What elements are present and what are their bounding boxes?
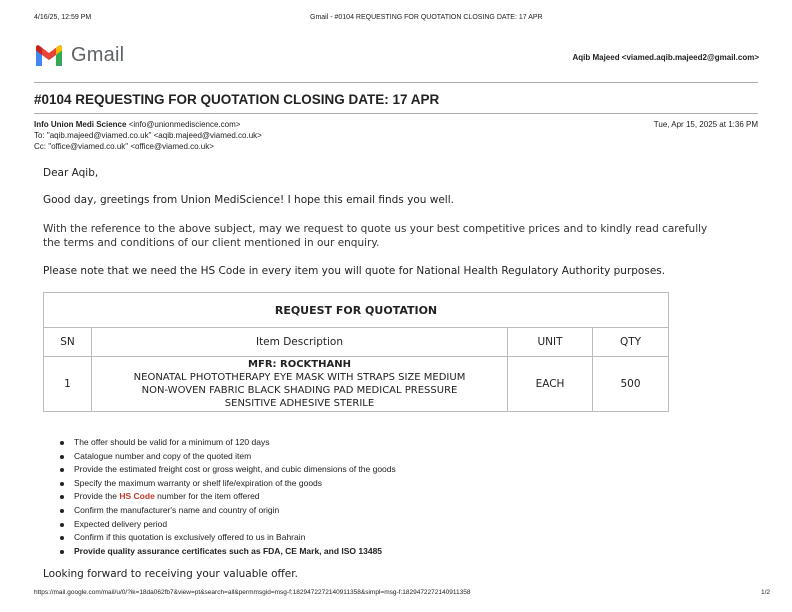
header-description: Item Description xyxy=(92,328,508,357)
cell-qty: 500 xyxy=(593,357,669,412)
print-url: https://mail.google.com/mail/u/0/?ik=18da062fb7&view=pt&search=all&permmsgid=msg-f:1829472272140911358&simpl=msg-f:1829472272140911358 xyxy=(34,589,471,596)
header-sn: SN xyxy=(44,328,92,357)
gmail-logo xyxy=(34,44,124,67)
description-line-2: NON-WOVEN FABRIC BLACK SHADING PAD MEDICAL PRESSURE xyxy=(141,385,458,396)
sender xyxy=(34,120,240,129)
list-item: Provide quality assurance certificates such as FDA, CE Mark, and ISO 13485 xyxy=(74,545,396,559)
subject-divider xyxy=(34,113,758,114)
cell-description xyxy=(92,357,508,412)
message-date: Tue, Apr 15, 2025 at 1:36 PM xyxy=(653,120,758,129)
list-item: Confirm if this quotation is exclusively offered to us in Bahrain xyxy=(74,531,396,545)
list-item: The offer should be valid for a minimum of 120 days xyxy=(74,436,396,450)
email-subject: #0104 REQUESTING FOR QUOTATION CLOSING DATE: 17 APR xyxy=(34,92,440,107)
cell-unit: EACH xyxy=(508,357,593,412)
list-item: Catalogue number and copy of the quoted item xyxy=(74,450,396,464)
list-item: Provide the estimated freight cost or gross weight, and cubic dimensions of the goods xyxy=(74,463,396,477)
list-item-text: number for the item offered xyxy=(154,491,260,502)
gmail-m-icon xyxy=(34,44,64,67)
sender-name: Info Union Medi Science xyxy=(34,120,127,129)
print-title: Gmail - #0104 REQUESTING FOR QUOTATION CLOSING DATE: 17 APR xyxy=(310,14,543,21)
recipient-cc: Cc: "office@viamed.co.uk" <office@viamed.co.uk> xyxy=(34,142,214,151)
manufacturer: MFR: ROCKTHANH xyxy=(248,359,351,370)
hs-code-highlight: HS Code xyxy=(119,491,155,502)
cell-sn: 1 xyxy=(44,357,92,412)
rfq-table xyxy=(43,292,669,412)
closing-line: Looking forward to receiving your valuable offer. xyxy=(43,568,298,580)
page-number: 1/2 xyxy=(760,589,770,596)
greeting: Dear Aqib, xyxy=(43,167,99,179)
list-item: Confirm the manufacturer's name and country of origin xyxy=(74,504,396,518)
description-line-1: NEONATAL PHOTOTHERAPY EYE MASK WITH STRAPS SIZE MEDIUM xyxy=(133,372,466,383)
account-email: Aqib Majeed <viamed.aqib.majeed2@gmail.com> xyxy=(572,53,759,62)
description-line-3: SENSITIVE ADHESIVE STERILE xyxy=(224,398,375,409)
header-qty: QTY xyxy=(593,328,669,357)
body-paragraph-3: Please note that we need the HS Code in every item you will quote for National Health Regulatory Authority purposes. xyxy=(43,265,666,277)
header-unit: UNIT xyxy=(508,328,593,357)
list-item: Specify the maximum warranty or shelf life/expiration of the goods xyxy=(74,477,396,491)
body-paragraph-1: Good day, greetings from Union MediScience! I hope this email finds you well. xyxy=(43,194,454,206)
body-paragraph-2-line1: With the reference to the above subject, may we request to quote us your best competitive prices and to kindly read carefully xyxy=(43,223,708,235)
body-paragraph-2-line2: the terms and conditions of our client mentioned in our enquiry. xyxy=(43,237,380,249)
header-divider xyxy=(34,82,758,83)
sender-email: <info@unionmediscience.com> xyxy=(128,120,241,129)
list-item-text: Provide the xyxy=(74,491,120,502)
requirements-list xyxy=(43,436,396,558)
list-item: Expected delivery period xyxy=(74,518,396,532)
print-datetime: 4/16/25, 12:59 PM xyxy=(34,14,92,21)
list-item xyxy=(74,490,396,504)
recipient-to: To: "aqib.majeed@viamed.co.uk" <aqib.majeed@viamed.co.uk> xyxy=(34,131,262,140)
rfq-table-title: REQUEST FOR QUOTATION xyxy=(44,293,669,328)
table-row xyxy=(44,357,669,412)
gmail-wordmark: Gmail xyxy=(71,44,125,66)
